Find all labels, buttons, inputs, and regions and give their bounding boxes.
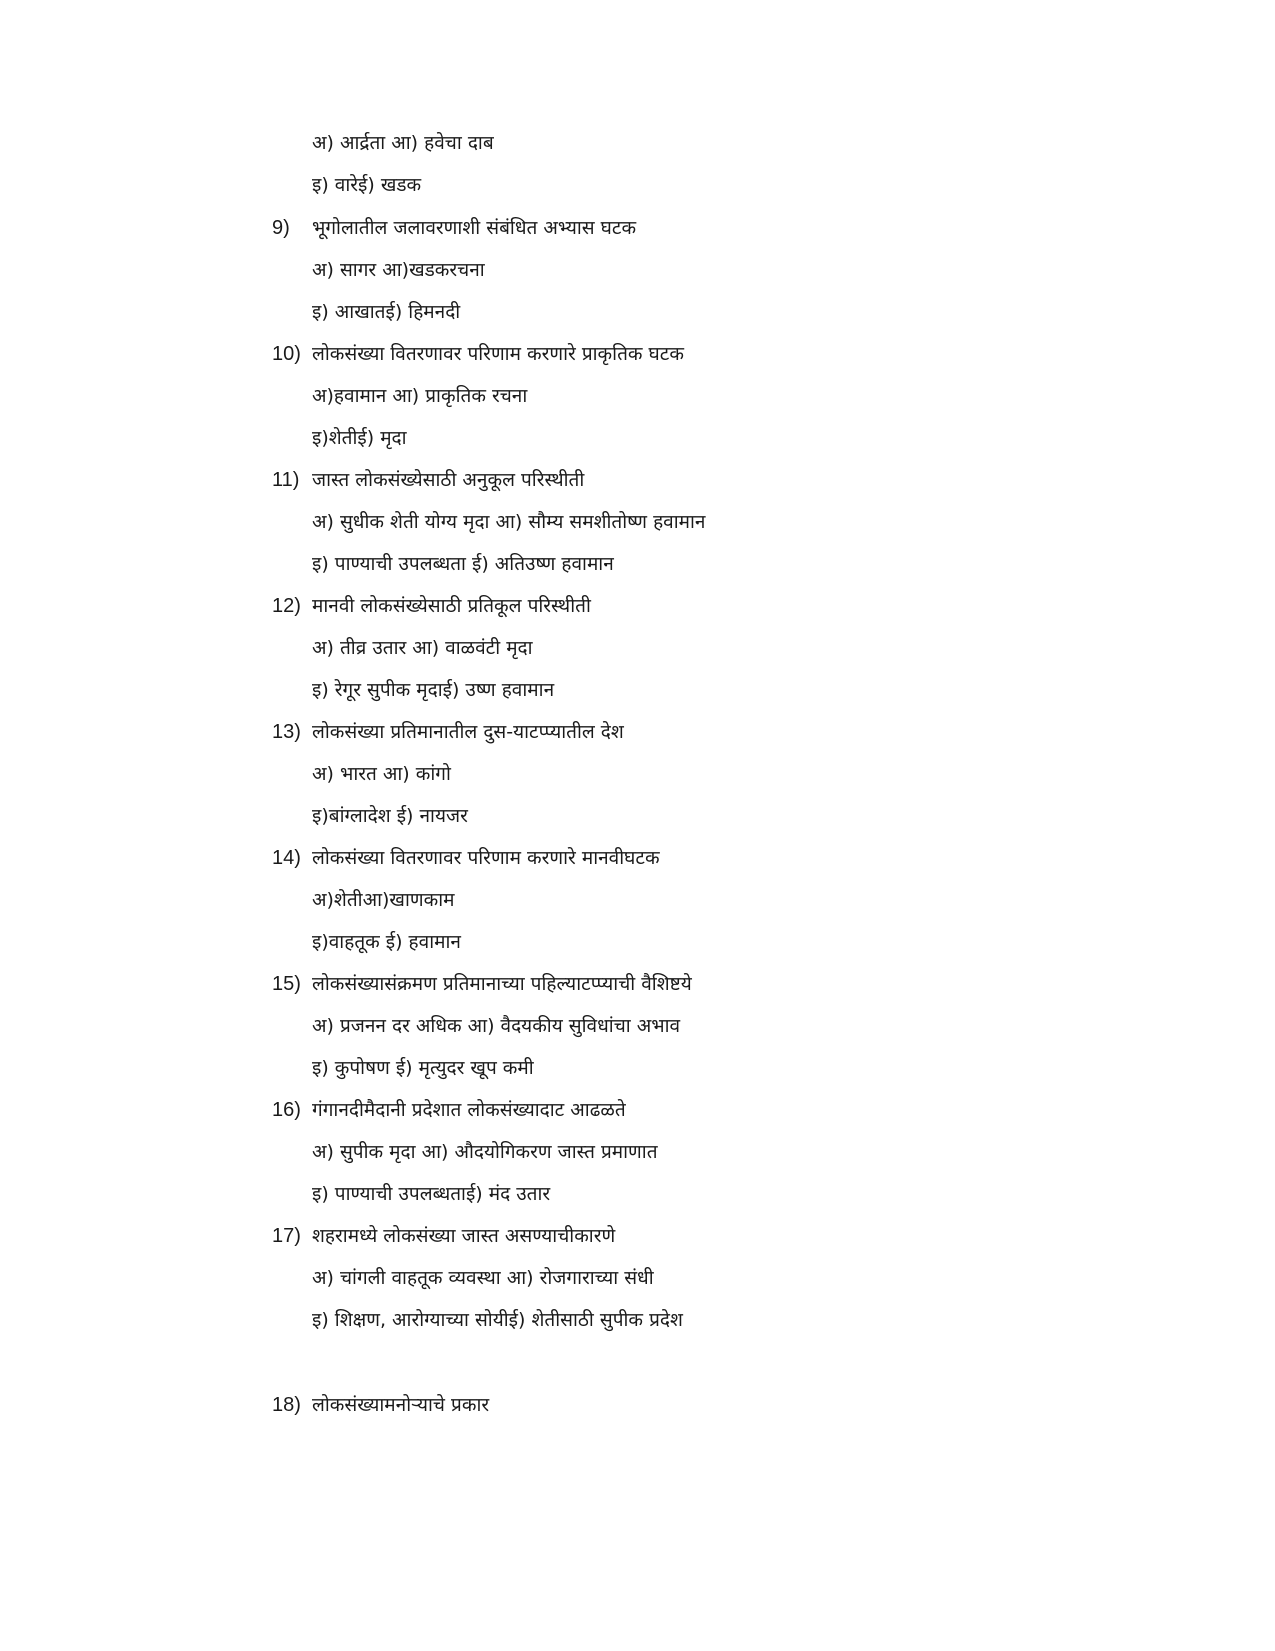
option-text: अ)हवामान आ) प्राकृतिक रचना bbox=[312, 385, 528, 407]
question-number: 15) bbox=[272, 973, 301, 995]
option-text: अ) सुपीक मृदा आ) औदयोगिकरण जास्त प्रमाणात bbox=[312, 1141, 658, 1163]
question-text: भूगोलातील जलावरणाशी संबंधित अभ्यास घटक bbox=[312, 217, 637, 239]
option-text: अ) चांगली वाहतूक व्यवस्था आ) रोजगाराच्या संधी bbox=[312, 1267, 654, 1289]
question-number: 14) bbox=[272, 847, 301, 869]
question-number: 9) bbox=[272, 217, 290, 239]
question-text: मानवी लोकसंख्येसाठी प्रतिकूल परिस्थीती bbox=[312, 595, 591, 617]
option-text: इ) आखातई) हिमनदी bbox=[312, 301, 461, 323]
option-text: इ) शिक्षण, आरोग्याच्या सोयीई) शेतीसाठी सुपीक प्रदेश bbox=[312, 1309, 683, 1331]
question-text: शहरामध्ये लोकसंख्या जास्त असण्याचीकारणे bbox=[312, 1225, 616, 1247]
option-text: इ) पाण्याची उपलब्धता ई) अतिउष्ण हवामान bbox=[312, 553, 614, 575]
question-number: 18) bbox=[272, 1394, 301, 1416]
question-text: जास्त लोकसंख्येसाठी अनुकूल परिस्थीती bbox=[312, 469, 585, 491]
question-number: 10) bbox=[272, 343, 301, 365]
question-number: 17) bbox=[272, 1225, 301, 1247]
option-text: इ) पाण्याची उपलब्धताई) मंद उतार bbox=[312, 1183, 551, 1205]
question-text: लोकसंख्या वितरणावर परिणाम करणारे मानवीघटक bbox=[312, 847, 660, 869]
question-number: 13) bbox=[272, 721, 301, 743]
option-text: इ)बांग्लादेश ई) नायजर bbox=[312, 805, 468, 827]
option-text: अ) सुधीक शेती योग्य मृदा आ) सौम्य समशीतोष्ण हवामान bbox=[312, 511, 706, 533]
option-text: इ) रेगूर सुपीक मृदाई) उष्ण हवामान bbox=[312, 679, 555, 701]
question-number: 16) bbox=[272, 1099, 301, 1121]
option-text: इ)वाहतूक ई) हवामान bbox=[312, 931, 461, 953]
option-text: अ) तीव्र उतार आ) वाळवंटी मृदा bbox=[312, 637, 533, 659]
question-text: लोकसंख्यासंक्रमण प्रतिमानाच्या पहिल्याटप्प्याची वैशिष्टये bbox=[312, 973, 692, 995]
option-text: अ) भारत आ) कांगो bbox=[312, 763, 451, 785]
option-text: अ) प्रजनन दर अधिक आ) वैदयकीय सुविधांचा अभाव bbox=[312, 1015, 681, 1037]
option-text: इ) कुपोषण ई) मृत्युदर खूप कमी bbox=[312, 1057, 534, 1079]
option-text: इ)शेतीई) मृदा bbox=[312, 427, 407, 449]
question-number: 11) bbox=[272, 469, 300, 491]
option-text: इ) वारेई) खडक bbox=[312, 174, 422, 196]
option-text: अ) सागर आ)खडकरचना bbox=[312, 259, 485, 281]
option-text: अ)शेतीआ)खाणकाम bbox=[312, 889, 455, 911]
option-text: अ) आर्द्रता आ) हवेचा दाब bbox=[312, 132, 494, 154]
question-text: गंगानदीमैदानी प्रदेशात लोकसंख्यादाट आढळते bbox=[312, 1099, 626, 1121]
question-text: लोकसंख्या प्रतिमानातील दुस-याटप्प्यातील देश bbox=[312, 721, 624, 743]
question-text: लोकसंख्या वितरणावर परिणाम करणारे प्राकृतिक घटक bbox=[312, 343, 684, 365]
question-number: 12) bbox=[272, 595, 301, 617]
question-text: लोकसंख्यामनोऱ्याचे प्रकार bbox=[312, 1394, 490, 1416]
